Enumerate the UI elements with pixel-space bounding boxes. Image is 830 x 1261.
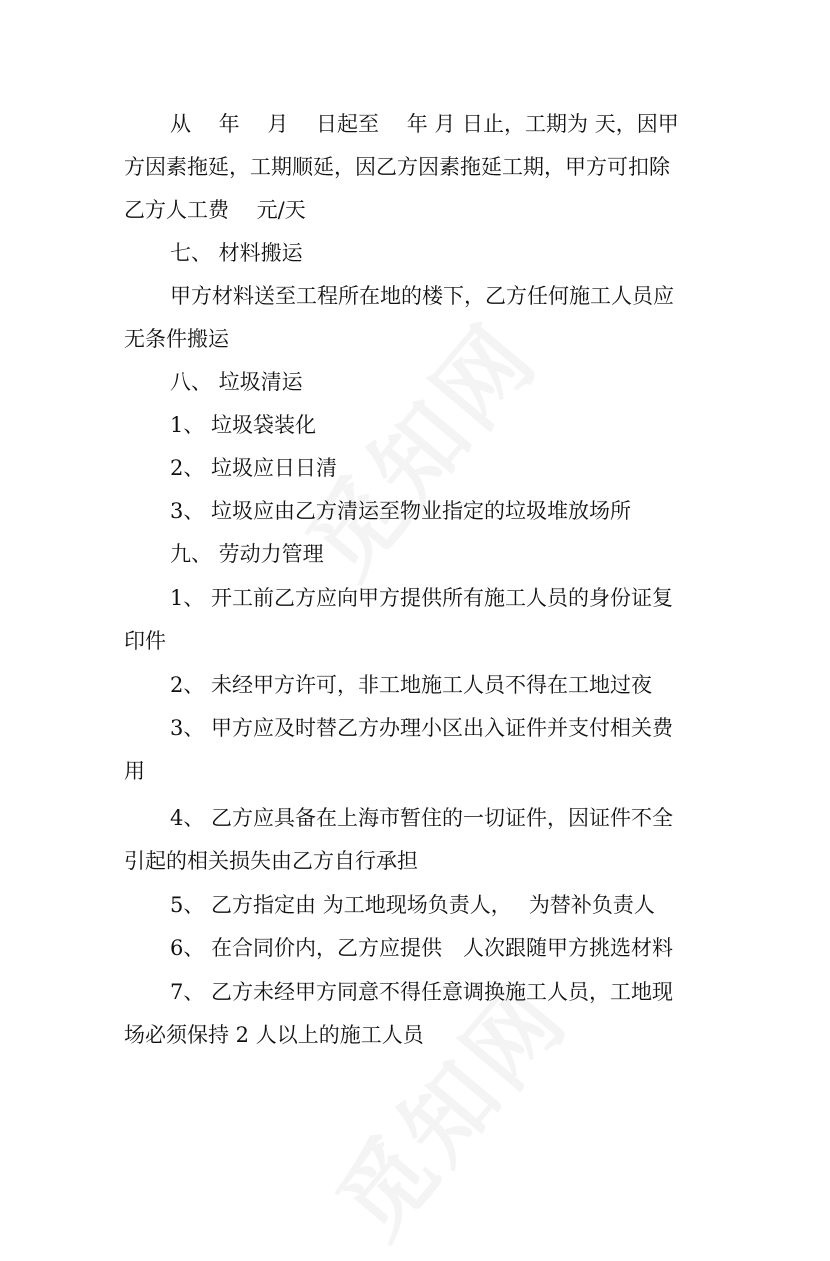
text-line: 1、 开工前乙方应向甲方提供所有施工人员的身份证复 xyxy=(170,586,674,610)
list-item xyxy=(124,884,714,927)
list-item xyxy=(124,664,714,707)
text-line: 2、 未经甲方许可，非工地施工人员不得在工地过夜 xyxy=(170,673,653,697)
text-line: 从 年 月 日起至 年 月 日止，工期为 天，因甲 xyxy=(170,112,679,136)
text-line: 7、 乙方未经甲方同意不得任意调换施工人员，工地现 xyxy=(170,980,674,1004)
section-heading-8 xyxy=(124,361,714,404)
text-line: 引起的相关损失由乙方自行承担 xyxy=(124,849,418,873)
text-line: 用 xyxy=(124,759,145,783)
text-line: 乙方人工费 元/天 xyxy=(124,198,306,222)
text-line: 5、 乙方指定由 为工地现场负责人， 为替补负责人 xyxy=(170,893,655,917)
paragraph-material-transport xyxy=(124,275,714,361)
list-item xyxy=(124,404,714,447)
section-heading-9 xyxy=(124,533,714,576)
heading-text: 九、 劳动力管理 xyxy=(170,542,324,566)
text-line: 印件 xyxy=(124,629,166,653)
text-line: 无条件搬运 xyxy=(124,327,229,351)
text-line: 6、 在合同价内，乙方应提供 人次跟随甲方挑选材料 xyxy=(170,936,674,960)
list-item xyxy=(124,927,714,970)
list-item xyxy=(124,447,714,490)
list-item xyxy=(124,707,714,793)
heading-text: 七、 材料搬运 xyxy=(170,241,303,265)
heading-text: 八、 垃圾清运 xyxy=(170,370,303,394)
list-item xyxy=(124,971,714,1057)
paragraph-work-period xyxy=(124,103,714,232)
text-line: 1、 垃圾袋装化 xyxy=(170,413,317,437)
text-line: 2、 垃圾应日日清 xyxy=(170,456,338,480)
text-line: 甲方材料送至工程所在地的楼下，乙方任何施工人员应 xyxy=(170,284,674,308)
list-item xyxy=(124,797,714,883)
list-item xyxy=(124,577,714,663)
text-line: 3、 甲方应及时替乙方办理小区出入证件并支付相关费 xyxy=(170,716,674,740)
text-line: 4、 乙方应具备在上海市暂住的一切证件，因证件不全 xyxy=(170,806,674,830)
text-line: 场必须保持 2 人以上的施工人员 xyxy=(124,1023,424,1047)
text-line: 方因素拖延，工期顺延，因乙方因素拖延工期，甲方可扣除 xyxy=(124,155,670,179)
list-item xyxy=(124,490,714,533)
text-line: 3、 垃圾应由乙方清运至物业指定的垃圾堆放场所 xyxy=(170,499,632,523)
section-heading-7 xyxy=(124,232,714,275)
